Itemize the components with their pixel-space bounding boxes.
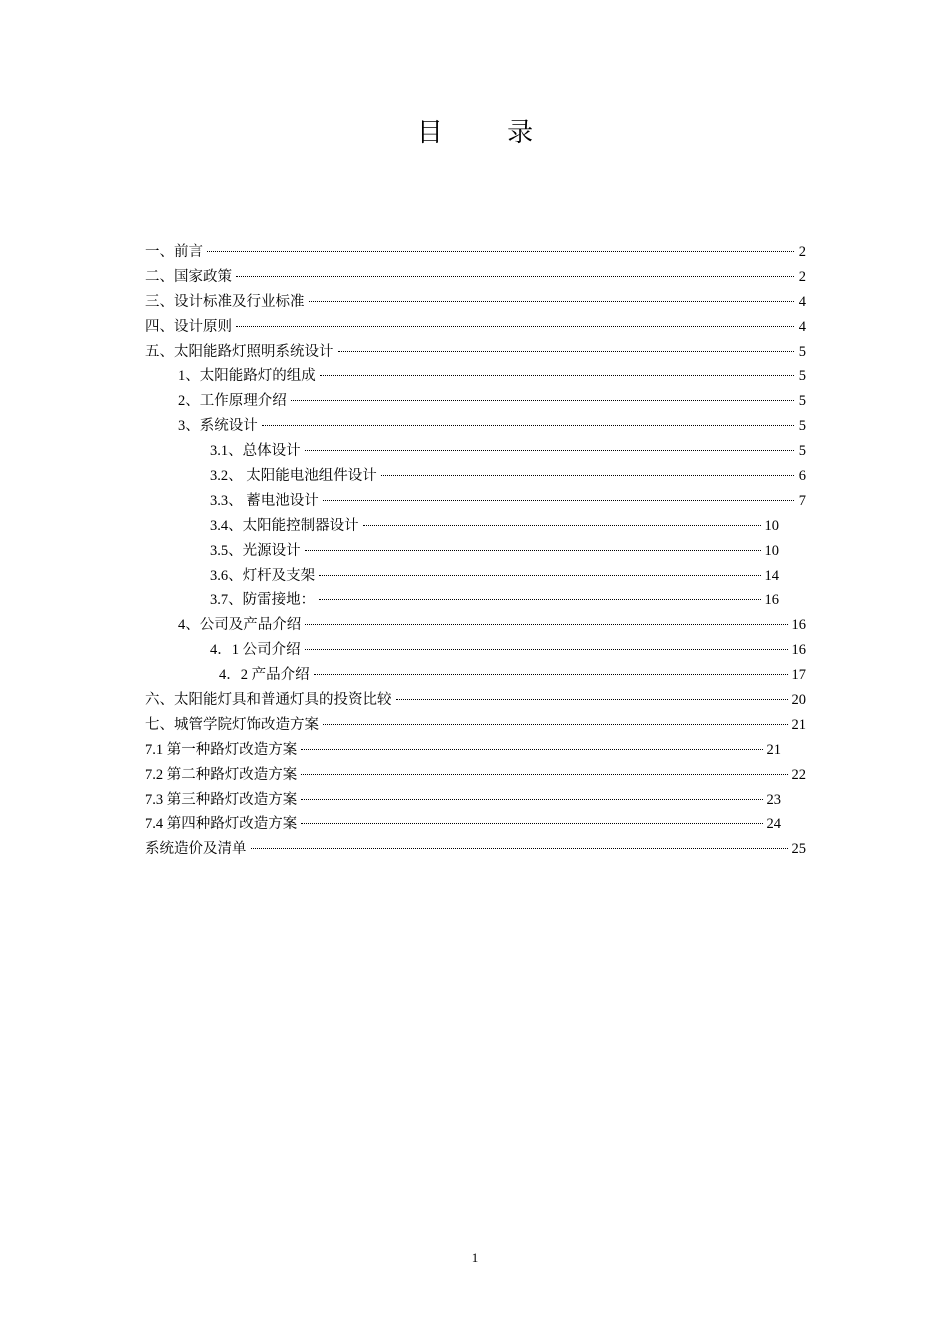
toc-leader [301, 823, 762, 824]
toc-leader [301, 749, 762, 750]
toc-leader [236, 276, 794, 277]
toc-entry-text: 3.6、灯杆及支架 [210, 567, 316, 584]
toc-entry-page: 5 [798, 343, 806, 360]
toc-entry-page: 5 [798, 443, 806, 460]
toc-entry-text: 3、系统设计 [178, 418, 258, 435]
toc-entry[interactable] [145, 788, 806, 813]
toc-leader [305, 550, 761, 551]
toc-entry-page: 2 [798, 244, 806, 260]
toc-leader [291, 400, 794, 401]
toc-entry-text: 7.1 第一种路灯改造方案 [145, 741, 298, 758]
toc-entry-page: 5 [798, 393, 806, 410]
toc-entry[interactable] [145, 464, 806, 489]
toc-leader [251, 848, 788, 849]
toc-entry[interactable] [145, 514, 806, 539]
toc-entry[interactable] [145, 638, 806, 663]
toc-entry-text: 4、公司及产品介绍 [178, 617, 302, 634]
toc-leader [381, 475, 794, 476]
toc-entry-text: 五、太阳能路灯照明系统设计 [145, 343, 334, 360]
toc-entry-page: 16 [764, 592, 779, 609]
toc-entry[interactable] [145, 663, 806, 688]
toc-leader [305, 450, 794, 451]
toc-entry-text: 3.3、 蓄电池设计 [210, 492, 319, 509]
toc-leader [320, 375, 794, 376]
toc-entry-page: 17 [791, 667, 806, 684]
toc-entry-text: 二、国家政策 [145, 268, 232, 285]
toc-entry[interactable] [145, 414, 806, 439]
toc-entry-page: 5 [798, 368, 806, 385]
toc-entry-text: 1、太阳能路灯的组成 [178, 368, 316, 385]
toc-entry[interactable] [145, 290, 806, 315]
toc-entry-page: 7 [798, 492, 806, 509]
toc-entry-page: 23 [766, 791, 781, 808]
toc-leader [207, 251, 794, 252]
toc-entry-text: 2、工作原理介绍 [178, 393, 287, 410]
toc-entry-text: 系统造价及清单 [145, 841, 247, 858]
toc-leader [319, 575, 760, 576]
toc-entry[interactable] [145, 837, 806, 862]
toc-entry-text: 3.5、光源设计 [210, 542, 301, 559]
toc-entry[interactable] [145, 564, 806, 589]
toc-entry[interactable] [145, 240, 806, 265]
toc-entry-page: 16 [791, 642, 806, 659]
toc-leader [301, 774, 787, 775]
toc-leader [319, 599, 760, 600]
toc-leader [305, 624, 787, 625]
toc-entry-page: 10 [764, 542, 779, 559]
toc-entry-page: 20 [791, 692, 806, 709]
toc-leader [314, 674, 788, 675]
toc-entry[interactable] [145, 364, 806, 389]
toc-entry-text: 4．1 公司介绍 [210, 642, 301, 659]
toc-leader [323, 500, 794, 501]
toc-entry-page: 21 [766, 741, 781, 758]
toc-entry[interactable] [145, 763, 806, 788]
toc-leader [305, 649, 788, 650]
toc-entry-text: 七、城管学院灯饰改造方案 [145, 716, 319, 733]
toc-entry-text: 3.7、防雷接地： [210, 592, 316, 609]
toc-leader [309, 301, 795, 302]
toc-entry-text: 3.2、 太阳能电池组件设计 [210, 468, 377, 485]
toc-entry-text: 7.4 第四种路灯改造方案 [145, 816, 298, 833]
toc-entry[interactable] [145, 738, 806, 763]
toc-entry-page: 16 [791, 617, 806, 634]
toc-entry-page: 5 [798, 418, 806, 435]
toc-leader [301, 799, 762, 800]
toc-entry[interactable] [145, 613, 806, 638]
toc-entry-page: 14 [764, 567, 779, 584]
toc-leader [396, 699, 788, 700]
toc-entry-page: 21 [791, 716, 806, 733]
page-title: 目 录 [416, 118, 562, 148]
toc-entry-page: 25 [791, 841, 806, 858]
toc-entry-text: 7.2 第二种路灯改造方案 [145, 766, 298, 783]
toc-entry[interactable] [145, 588, 806, 613]
toc-entry-text: 4．2 产品介绍 [219, 667, 310, 684]
toc-entry-text: 7.3 第三种路灯改造方案 [145, 791, 298, 808]
toc-entry[interactable] [145, 812, 806, 837]
toc-entry-text: 四、设计原则 [145, 318, 232, 335]
toc-leader [363, 525, 761, 526]
toc-entry-page: 10 [764, 517, 779, 534]
toc-entry-text: 3.4、太阳能控制器设计 [210, 517, 359, 534]
toc-entry-text: 三、设计标准及行业标准 [145, 293, 305, 310]
toc-entry[interactable] [145, 389, 806, 414]
toc-entry-page: 4 [798, 318, 806, 335]
toc-entry-page: 2 [798, 268, 806, 285]
toc-leader [338, 351, 795, 352]
table-of-contents [145, 240, 806, 862]
toc-entry[interactable] [145, 439, 806, 464]
toc-entry-page: 4 [798, 293, 806, 310]
toc-entry-text: 3.1、总体设计 [210, 443, 301, 460]
toc-leader [236, 326, 794, 327]
toc-entry[interactable] [145, 539, 806, 564]
toc-entry-page: 22 [791, 766, 806, 783]
toc-entry[interactable] [145, 688, 806, 713]
toc-entry[interactable] [145, 489, 806, 514]
toc-entry-text: 一、前言 [145, 244, 203, 260]
toc-entry-page: 24 [766, 816, 781, 833]
toc-leader [262, 425, 794, 426]
toc-entry[interactable] [145, 713, 806, 738]
toc-entry[interactable] [145, 340, 806, 365]
toc-leader [323, 724, 788, 725]
toc-entry-page: 6 [798, 468, 806, 485]
page-number: 1 [471, 1250, 479, 1265]
toc-entry-text: 六、太阳能灯具和普通灯具的投资比较 [145, 692, 392, 709]
toc-entry[interactable] [145, 265, 806, 290]
toc-entry[interactable] [145, 315, 806, 340]
